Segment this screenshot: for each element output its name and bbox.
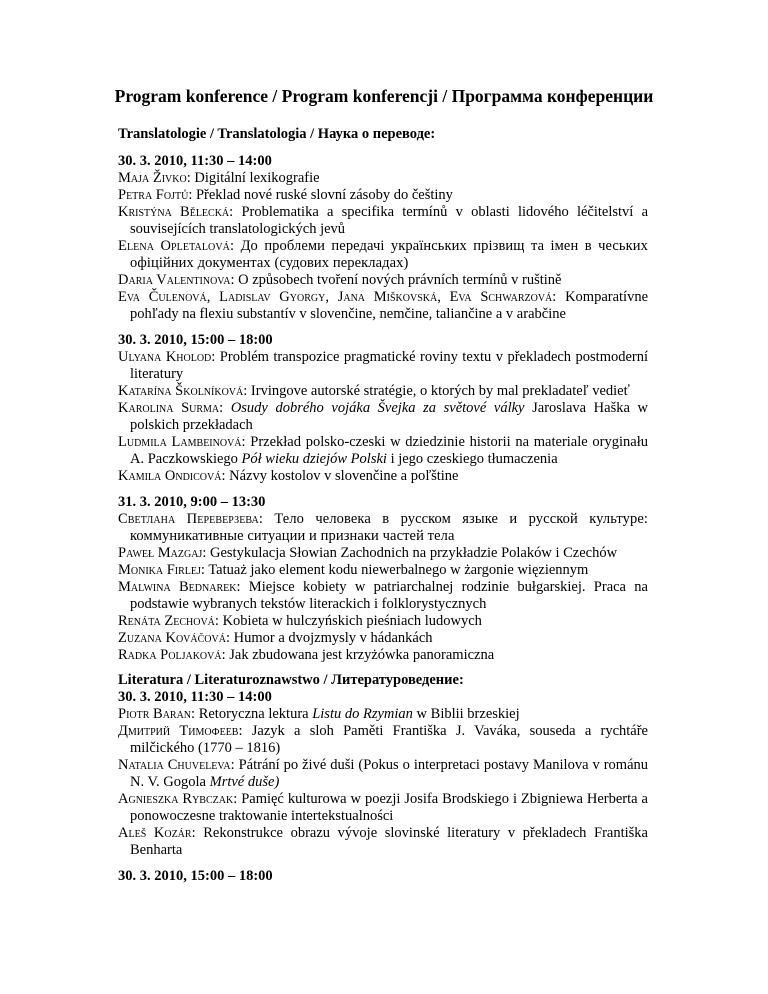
session-block <box>118 494 648 664</box>
entry-author: Natalia Chuveleva <box>118 757 231 773</box>
entry-title: Jazyk a sloh Paměti Františka J. Vaváka, souseda a rychtáře milčického (1770 – 1816) <box>130 723 648 756</box>
program-entry: Kristýna Bělecká: Problematika a specifika termínů v oblasti lidového léčitelství a souvisejících translatologických jevů <box>118 204 649 237</box>
entry-title: До проблеми передачі українських прізвищ та імен в чеських офіційних документах (судових перекладах) <box>130 238 649 271</box>
entry-title: Digitální lexikografie <box>194 170 320 186</box>
entry-author: Paweł Mazgaj <box>118 545 203 561</box>
program-entry: Piotr Baran: Retoryczna lektura Listu do Rzymian w Biblii brzeskiej <box>118 706 520 722</box>
session-time: 30. 3. 2010, 15:00 – 18:00 <box>118 332 273 348</box>
entry-title: Gestykulacja Słowian Zachodnich na przykładzie Polaków i Czechów <box>209 545 618 561</box>
entry-title-rest: i jego czeskiego tłumaczenia <box>386 451 558 467</box>
program-entry: Renáta Zechová: Kobieta w hulczyńskich pieśniach ludowych <box>118 613 482 629</box>
entry-author: Zuzana Kováčová <box>118 630 226 646</box>
entry-title: Názvy kostolov v slovenčine a poľštine <box>229 468 459 484</box>
program-entry: Aleš Kozár: Rekonstrukce obrazu vývoje slovinské literatury v překladech Františka Benharta <box>118 825 648 858</box>
program-entry: Agnieszka Rybczak: Pamięć kulturowa w poezji Josifa Brodskiego i Zbigniewa Herberta a ponowoczesne traktowanie intertekstualności <box>118 791 648 824</box>
program-entry: Eva Čulenová, Ladislav Gyorgy, Jana Miškovská, Eva Schwarzová: Komparatívne pohľady na flexiu substantív v slovenčine, nemčine, taliančine a v arabčine <box>118 289 649 322</box>
program-entry: Elena Opletalová: До проблеми передачі українських прізвищ та імен в чеських офіційних документах (судових перекладах) <box>118 238 649 271</box>
section-title-translatology: Translatologie / Translatologia / Наука о переводе: <box>118 126 436 142</box>
program-entry: Zuzana Kováčová: Humor a dvojzmysly v hádankách <box>118 630 433 646</box>
program-entry: Ludmila Lambeinová: Przekład polsko-czeski w dziedzinie historii na materiale oryginału A. Paczkowskiego Pół wieku dziejów Polski i jego czeskiego tłumaczenia <box>118 434 648 467</box>
session-block <box>118 332 648 485</box>
session-block <box>118 689 648 859</box>
program-entry: Светлана Переверзева: Тело человека в русском языке и русской культуре: коммуникативные ситуации и признаки частей тела <box>118 511 648 544</box>
program-entry: Paweł Mazgaj: Gestykulacja Słowian Zachodnich na przykładzie Polaków i Czechów <box>118 545 618 561</box>
entry-title-italic: Mrtvé duše) <box>209 774 280 790</box>
session-time: 31. 3. 2010, 9:00 – 13:30 <box>118 494 266 510</box>
entry-title: Tatuaż jako element kodu niewerbalnego w żargonie więziennym <box>208 562 589 578</box>
entry-title-italic: Pół wieku dziejów Polski <box>241 451 387 467</box>
entry-title-italic: Osudy dobrého vojáka Švejka za světové války <box>230 400 525 416</box>
session-block <box>118 153 648 323</box>
entry-author: Kamila Ondicová <box>118 468 222 484</box>
program-entry: Ulyana Kholod: Problém transpozice pragmatické roviny textu v překladech postmoderní literatury <box>118 349 649 382</box>
program-entry: Petra Fojtů: Překlad nové ruské slovní zásoby do češtiny <box>118 187 453 203</box>
program-entry: Maja Živko: Digitální lexikografie <box>118 170 320 186</box>
program-entry: Дмитрий Тимофеев: Jazyk a sloh Paměti Františka J. Vaváka, souseda a rychtáře milčického (1770 – 1816) <box>118 723 648 756</box>
session-time: 30. 3. 2010, 15:00 – 18:00 <box>118 868 273 884</box>
program-entry: Karolina Surma: Osudy dobrého vojáka Švejka za světové války Jaroslava Haška w polskich przekładach <box>118 400 648 433</box>
entry-author: Karolina Surma <box>118 400 220 416</box>
entry-author: Ludmila Lambeinová <box>118 434 242 450</box>
entry-author: Ulyana Kholod <box>118 349 212 365</box>
program-entry: Monika Firlej: Tatuaż jako element kodu niewerbalnego w żargonie więziennym <box>118 562 589 578</box>
entry-title: Problematika a specifika termínů v oblasti lidového léčitelství a souvisejících translatologických jevů <box>130 204 649 237</box>
entry-author: Renáta Zechová <box>118 613 215 629</box>
program-entry: Natalia Chuveleva: Pátrání po živé duši (Pokus o interpretaci postavy Manilova v románu N. V. Gogola Mrtvé duše) <box>118 757 649 790</box>
entry-author: Eva Čulenová, Ladislav Gyorgy, Jana Miškovská, Eva Schwarzová <box>118 289 553 305</box>
entry-author: Radka Poljaková <box>118 647 222 663</box>
program-entry: Kamila Ondicová: Názvy kostolov v slovenčine a poľštine <box>118 468 459 484</box>
entry-author: Дмитрий Тимофеев <box>118 723 239 739</box>
entry-title: Тело человека в русском языке и русской культуре: коммуникативные ситуации и признаки частей тела <box>130 511 648 544</box>
entry-title-rest: w Biblii brzeskiej <box>412 706 520 722</box>
session-time: 30. 3. 2010, 11:30 – 14:00 <box>118 153 272 169</box>
entry-author: Kristýna Bělecká <box>118 204 230 220</box>
entry-author: Piotr Baran <box>118 706 192 722</box>
program-entry: Katarína Školníková: Irvingove autorské stratégie, o ktorých by mal prekladateľ vedieť <box>118 383 630 399</box>
entry-title: Retoryczna lektura <box>198 706 313 722</box>
entry-author: Agnieszka Rybczak <box>118 791 234 807</box>
entry-title: Miejsce kobiety w patriarchalnej rodzinie bułgarskiej. Praca na podstawie wybranych tekstów literackich i folklorystycznych <box>130 579 648 612</box>
entry-author: Aleš Kozár <box>118 825 192 841</box>
session-time: 30. 3. 2010, 11:30 – 14:00 <box>118 689 272 705</box>
entry-title: Irvingove autorské stratégie, o ktorých by mal prekladateľ vedieť <box>250 383 630 399</box>
entry-author: Elena Opletalová <box>118 238 230 254</box>
entry-title: Překlad nové ruské slovní zásoby do češtiny <box>195 187 453 203</box>
entry-author: Monika Firlej <box>118 562 201 578</box>
entry-title-italic: Listu do Rzymian <box>312 706 413 722</box>
program-entry: Malwina Bednarek: Miejsce kobiety w patriarchalnej rodzinie bułgarskiej. Praca na podstawie wybranych tekstów literackich i folklorystycznych <box>118 579 648 612</box>
program-entry: Daria Valentinova: O způsobech tvoření nových právních termínů v ruštině <box>118 272 562 288</box>
section-title-literature: Literatura / Literaturoznawstwo / Литературоведение: <box>118 672 464 688</box>
entry-title: Komparatívne pohľady na flexiu substantív v slovenčine, nemčine, taliančine a v arabčine <box>130 289 649 322</box>
entry-title: Jak zbudowana jest krzyżówka panoramiczna <box>229 647 495 663</box>
document-title: Program konference / Program konferencji / Программа конференции <box>114 86 654 106</box>
entry-title: Problém transpozice pragmatické roviny textu v překladech postmoderní literatury <box>130 349 649 382</box>
session-block <box>118 868 648 885</box>
program-entry: Radka Poljaková: Jak zbudowana jest krzyżówka panoramiczna <box>118 647 495 663</box>
entry-author: Petra Fojtů <box>118 187 189 203</box>
entry-title: O způsobech tvoření nových právních termínů v ruštině <box>238 272 562 288</box>
entry-author: Светлана Переверзева <box>118 511 259 527</box>
entry-title: Pátrání po živé duši (Pokus o interpretaci postavy Manilova v románu N. V. Gogola <box>130 757 649 790</box>
entry-author: Malwina Bednarek <box>118 579 237 595</box>
entry-author: Katarína Školníková <box>118 383 244 399</box>
entry-title: Przekład polsko-czeski w dziedzinie historii na materiale oryginału A. Paczkowskiego <box>130 434 648 467</box>
entry-author: Maja Živko <box>118 170 187 186</box>
entry-title: Humor a dvojzmysly v hádankách <box>233 630 433 646</box>
entry-title-rest: Jaroslava Haška w polskich przekładach <box>130 400 648 433</box>
entry-title: Rekonstrukce obrazu vývoje slovinské literatury v překladech Františka Benharta <box>130 825 648 858</box>
entry-author: Daria Valentinova <box>118 272 231 288</box>
entry-title: Pamięć kulturowa w poezji Josifa Brodskiego i Zbigniewa Herberta a ponowoczesne traktowanie intertekstualności <box>130 791 648 824</box>
entry-title: Kobieta w hulczyńskich pieśniach ludowych <box>222 613 482 629</box>
